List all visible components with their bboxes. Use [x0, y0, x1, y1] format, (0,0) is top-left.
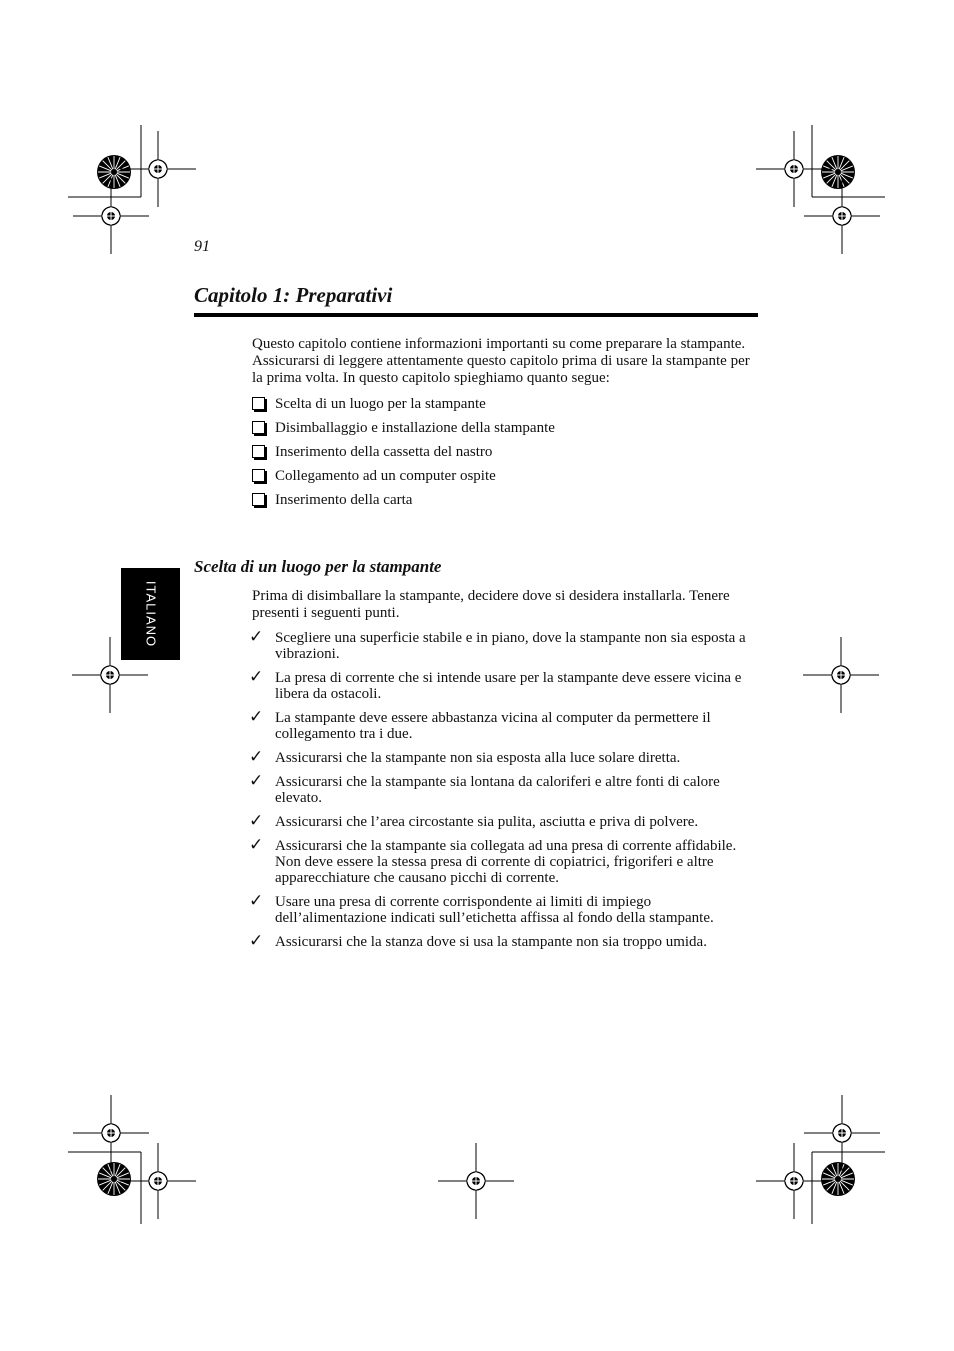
checkmark-icon: ✓	[249, 931, 264, 951]
checkbox-icon	[252, 445, 265, 458]
chapter-title: Capitolo 1: Preparativi	[194, 283, 393, 307]
intro-paragraph: Questo capitolo contiene informazioni importanti su come preparare la stampante. Assicurarsi di leggere attentamente questo capitolo prima di usare la stampante per la prima volta. In questo capitolo spieghiamo quanto segue:	[252, 336, 750, 386]
checkmark-icon: ✓	[249, 627, 264, 647]
checkmark-icon: ✓	[249, 891, 264, 911]
list-item: ✓ Assicurarsi che l’area circostante sia pulita, asciutta e priva di polvere.	[249, 811, 699, 831]
list-item: ✓ Usare una presa di corrente corrispondente ai limiti di impiego dell’alimentazione indicati sull’etichetta affissa al fondo della stampante.	[249, 891, 714, 926]
checkbox-icon	[252, 397, 265, 410]
title-rule	[194, 313, 758, 317]
topic-list	[252, 396, 758, 516]
checkmark-icon: ✓	[249, 835, 264, 855]
section-intro: Prima di disimballare la stampante, decidere dove si desidera installarla. Tenere presenti i seguenti punti.	[252, 588, 730, 621]
checkmark-icon: ✓	[249, 747, 264, 767]
page-number: 91	[194, 238, 210, 255]
list-item: Disimballaggio e installazione della stampante	[252, 420, 758, 444]
checkbox-icon	[252, 469, 265, 482]
list-item: ✓ Assicurarsi che la stampante non sia esposta alla luce solare diretta.	[249, 747, 681, 767]
checkbox-icon	[252, 493, 265, 506]
list-item: Inserimento della cassetta del nastro	[252, 444, 758, 468]
checklist	[249, 627, 758, 958]
list-item: ✓ La stampante deve essere abbastanza vicina al computer da permettere il collegamento tra i due.	[249, 707, 711, 742]
checkmark-icon: ✓	[249, 811, 264, 831]
section-title: Scelta di un luogo per la stampante	[194, 557, 442, 576]
checkmark-icon: ✓	[249, 771, 264, 791]
list-item: ✓ Scegliere una superficie stabile e in piano, dove la stampante non sia esposta a vibrazioni.	[249, 627, 746, 662]
list-item: Collegamento ad un computer ospite	[252, 468, 758, 492]
list-item: Scelta di un luogo per la stampante	[252, 396, 758, 420]
list-item: Inserimento della carta	[252, 492, 758, 516]
list-item: ✓ Assicurarsi che la stampante sia lontana da caloriferi e altre fonti di calore elevato.	[249, 771, 720, 806]
checkmark-icon: ✓	[249, 667, 264, 687]
language-tab-label: ITALIANO	[143, 580, 158, 648]
language-tab	[121, 568, 180, 660]
checkmark-icon: ✓	[249, 707, 264, 727]
list-item: ✓ Assicurarsi che la stanza dove si usa la stampante non sia troppo umida.	[249, 931, 707, 951]
checkbox-icon	[252, 421, 265, 434]
list-item: ✓ Assicurarsi che la stampante sia collegata ad una presa di corrente affidabile. Non deve essere la stessa presa di corrente di copiatrici, frigoriferi e altre apparecchiature che causano picchi di corrente.	[249, 835, 737, 886]
list-item: ✓ La presa di corrente che si intende usare per la stampante deve essere vicina e libera da ostacoli.	[249, 667, 742, 702]
